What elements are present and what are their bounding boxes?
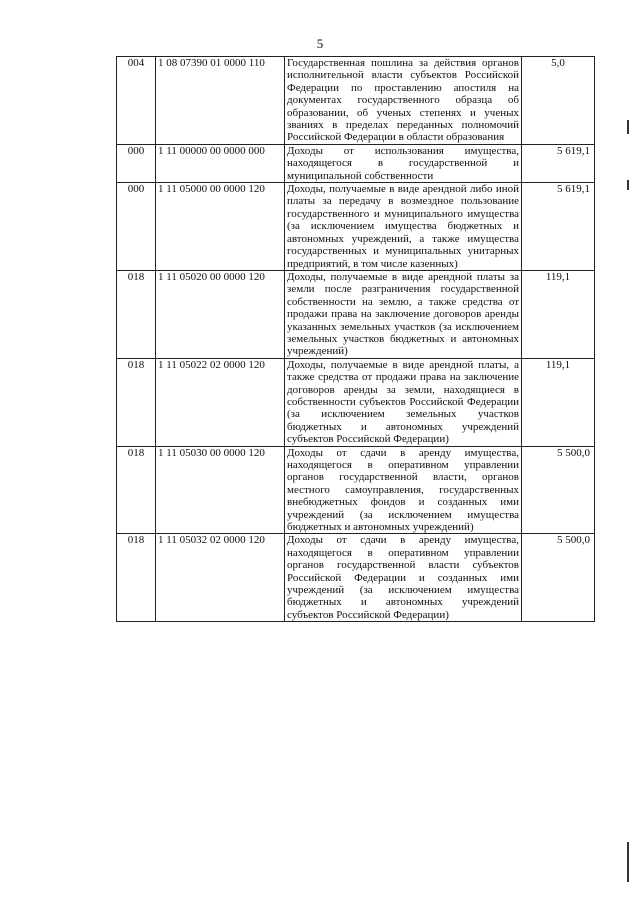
amount-cell: 119,1 bbox=[522, 270, 595, 358]
amount-cell: 119,1 bbox=[522, 358, 595, 446]
page-number: 5 bbox=[316, 36, 324, 51]
revenue-name-cell: Доходы от сдачи в аренду имущества, находящегося в оперативном управлении органов государственной власти, органов местного самоуправления, государственных внебюджетных фондов и созданных ими учреждений (за исключением имущества бюджетных и автономных учреждений) bbox=[285, 446, 522, 534]
revenue-name-cell: Доходы, получаемые в виде арендной платы, а также средства от продажи права на заключение договоров аренды за земли, находящиеся в собственности субъектов Российской Федерации (за исключением земельных участков бюджетных и автономных учреждений субъектов Российской Федерации) bbox=[285, 358, 522, 446]
classification-code-cell: 1 11 00000 00 0000 000 bbox=[156, 144, 285, 182]
table-row bbox=[117, 183, 595, 271]
classification-code-cell: 1 11 05020 00 0000 120 bbox=[156, 270, 285, 358]
table-row bbox=[117, 270, 595, 358]
classification-code-cell: 1 08 07390 01 0000 110 bbox=[156, 57, 285, 145]
revenue-name-cell: Доходы от сдачи в аренду имущества, находящегося в оперативном управлении органов государственной власти субъектов Российской Федерации и созданных ими учреждений (за исключением имущества бюджетных и автономных учреждений субъектов Российской Федерации) bbox=[285, 534, 522, 622]
classification-code-cell: 1 11 05032 02 0000 120 bbox=[156, 534, 285, 622]
classification-code-cell: 1 11 05000 00 0000 120 bbox=[156, 183, 285, 271]
table-row bbox=[117, 57, 595, 145]
table-row bbox=[117, 534, 595, 622]
classification-code-cell: 1 11 05030 00 0000 120 bbox=[156, 446, 285, 534]
classification-code-cell: 1 11 05022 02 0000 120 bbox=[156, 358, 285, 446]
admin-code-cell: 004 bbox=[117, 57, 156, 145]
revenue-name-cell: Доходы, получаемые в виде арендной либо иной платы за передачу в возмездное пользование государственного и муниципального имущества (за исключением имущества бюджетных и автономных учреждений, а также имущества государственных и муниципальных унитарных предприятий, в том числе казенных) bbox=[285, 183, 522, 271]
admin-code-cell: 018 bbox=[117, 358, 156, 446]
amount-cell: 5 500,0 bbox=[522, 534, 595, 622]
amount-cell: 5 500,0 bbox=[522, 446, 595, 534]
scan-edge-mark bbox=[627, 120, 629, 134]
table-row bbox=[117, 446, 595, 534]
admin-code-cell: 000 bbox=[117, 144, 156, 182]
revenue-table bbox=[116, 56, 595, 622]
revenue-name-cell: Доходы, получаемые в виде арендной платы за земли после разграничения государственной собственности на землю, а также средства от продажи права на заключение договоров аренды указанных земельных участков (за исключением земельных участков бюджетных и автономных учреждений) bbox=[285, 270, 522, 358]
table-row bbox=[117, 144, 595, 182]
table-row bbox=[117, 358, 595, 446]
scan-edge-mark bbox=[627, 842, 629, 882]
admin-code-cell: 018 bbox=[117, 534, 156, 622]
amount-cell: 5 619,1 bbox=[522, 144, 595, 182]
admin-code-cell: 000 bbox=[117, 183, 156, 271]
revenue-name-cell: Государственная пошлина за действия органов исполнительной власти субъектов Российской Федерации по проставлению апостиля на документах государственного образца об образовании, об ученых степенях и ученых званиях в пределах переданных полномочий Российской Федерации в области образования bbox=[285, 57, 522, 145]
admin-code-cell: 018 bbox=[117, 446, 156, 534]
scan-edge-mark bbox=[627, 180, 629, 190]
admin-code-cell: 018 bbox=[117, 270, 156, 358]
amount-cell: 5,0 bbox=[522, 57, 595, 145]
amount-cell: 5 619,1 bbox=[522, 183, 595, 271]
revenue-name-cell: Доходы от использования имущества, находящегося в государственной и муниципальной собственности bbox=[285, 144, 522, 182]
